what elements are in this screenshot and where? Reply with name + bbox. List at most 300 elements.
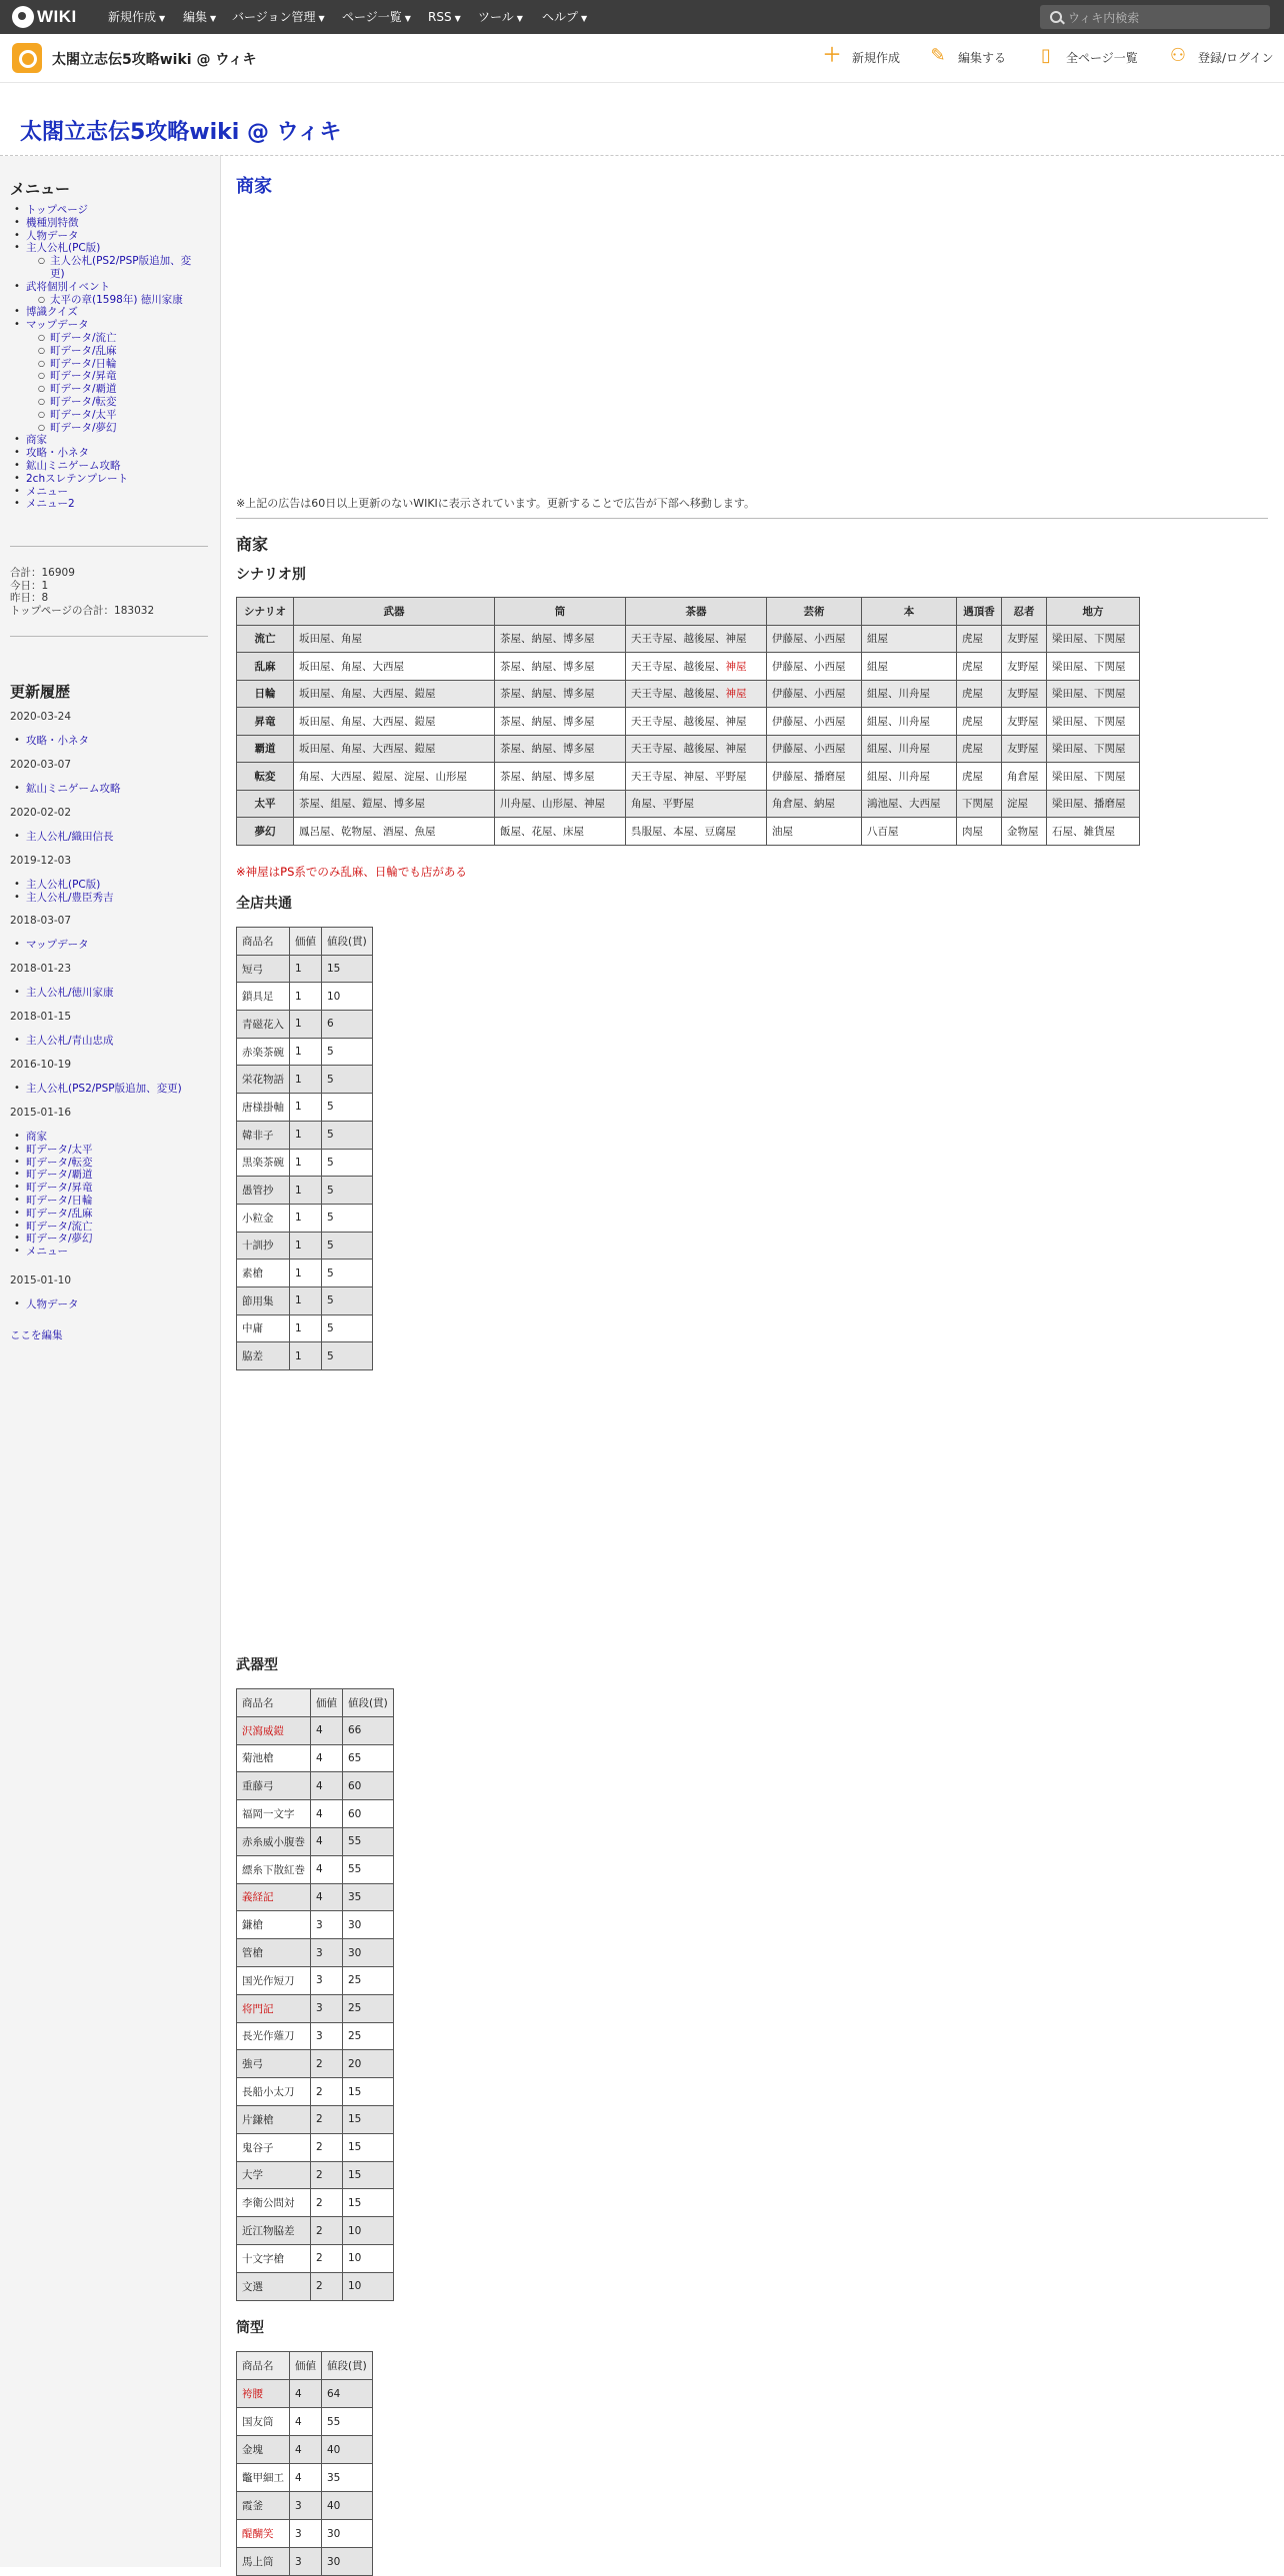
table-cell: 2: [311, 2133, 343, 2161]
table-row: [237, 1177, 373, 1205]
table-cell: 1: [290, 955, 322, 983]
table-cell: 中庸: [237, 1314, 290, 1342]
sidebar-menu-item[interactable]: 更): [50, 267, 65, 280]
site-name[interactable]: 太閤立志伝5攻略wiki @ ウィキ: [52, 52, 257, 68]
table-cell: 1: [290, 1342, 322, 1370]
sidebar-menu-item[interactable]: ○ 町データ/太平: [0, 409, 191, 422]
sidebar-menu-item[interactable]: • マップデータ: [0, 319, 191, 332]
content-divider: [236, 518, 1268, 519]
sidebar-menu-item[interactable]: ○ 町データ/転変: [0, 396, 191, 409]
table-cell: 25: [343, 1966, 394, 1994]
history-item[interactable]: • 主人公札/織田信長: [0, 831, 114, 844]
table-cell: 梁田屋、下関屋: [1047, 653, 1140, 681]
table-row: [237, 1149, 373, 1177]
history-date: 2018-03-07: [10, 915, 72, 927]
table-cell: 35: [343, 1883, 394, 1911]
column-header: 筒: [495, 598, 626, 626]
table-cell: 脇差: [237, 1342, 290, 1370]
table-cell: 天王寺屋、越後屋、神屋: [626, 653, 767, 681]
table-cell: 伊藤屋、播磨屋: [767, 763, 862, 791]
table-cell: 1: [290, 1204, 322, 1232]
table-cell: 3: [311, 1966, 343, 1994]
table-cell: 3: [290, 2520, 322, 2548]
table-row: [237, 2161, 394, 2189]
history-date: 2020-02-02: [10, 807, 72, 819]
table-cell: 10: [343, 2217, 394, 2245]
table-row: [237, 2520, 373, 2548]
table-row: [237, 680, 1140, 708]
caret-down-icon: ▼: [159, 14, 166, 23]
history-date: 2016-10-19: [10, 1059, 72, 1071]
table-cell: 愚管抄: [237, 1177, 290, 1205]
table-cell: 5: [322, 1232, 373, 1260]
history-item[interactable]: • 主人公札/徳川家康: [0, 987, 114, 1000]
table-row: [237, 2050, 394, 2078]
history-item[interactable]: • 攻略・小ネタ: [0, 735, 89, 748]
table-cell: 将門記: [237, 1994, 311, 2022]
table-cell: 2: [311, 2105, 343, 2133]
history-item[interactable]: • 町データ/覇道: [0, 1169, 93, 1182]
table-cell: 転変: [237, 763, 294, 791]
table-row: [237, 1314, 373, 1342]
section-heading: 商家: [236, 535, 269, 554]
table-cell: 30: [343, 1911, 394, 1939]
table-cell: 組屋: [862, 653, 957, 681]
table-cell: 3: [290, 2492, 322, 2520]
history-item[interactable]: • 町データ/転変: [0, 1157, 93, 1170]
caret-down-icon: ▼: [210, 14, 217, 23]
table-cell: 十訓抄: [237, 1232, 290, 1260]
table-cell: 乱麻: [237, 653, 294, 681]
common-heading: 全店共通: [236, 896, 292, 912]
sidebar-menu-item[interactable]: • 主人公札(PC版): [0, 242, 191, 255]
sidebar-menu-item[interactable]: ○ 町データ/夢幻: [0, 422, 191, 435]
table-cell: 伊藤屋、小西屋: [767, 708, 862, 736]
table-cell: 国光作短刀: [237, 1966, 311, 1994]
table-cell: 淀屋: [1002, 790, 1047, 818]
top-navbar: [0, 0, 1284, 34]
table-cell: 茶屋、納屋、博多屋: [495, 625, 626, 653]
history-item[interactable]: • マップデータ: [0, 939, 89, 952]
table-row: [237, 1121, 373, 1149]
table-cell: 3: [311, 1911, 343, 1939]
history-item[interactable]: • 町データ/乱麻: [0, 1208, 93, 1221]
nav-menu-item[interactable]: RSS ▼: [428, 10, 461, 24]
table-cell: 国友筒: [237, 2408, 290, 2436]
table-cell: 金物屋: [1002, 818, 1047, 846]
table-cell: 石屋、雑貨屋: [1047, 818, 1140, 846]
table-cell: 沢瀉威鎧: [237, 1716, 311, 1744]
ad-note: ※上記の広告は60日以上更新のないWIKIに表示されています。更新することで広告が下部へ移動します。: [236, 497, 756, 510]
search-box[interactable]: [1040, 5, 1270, 29]
table-cell: 八百屋: [862, 818, 957, 846]
table-cell: 赤糸威小腹巻: [237, 1827, 311, 1855]
at-logo-icon: [12, 6, 34, 28]
table-cell: 昇竜: [237, 708, 294, 736]
table-cell: 片鎌槍: [237, 2105, 311, 2133]
table-cell: 茶屋、組屋、鎧屋、博多屋: [294, 790, 495, 818]
table-cell: 60: [343, 1772, 394, 1800]
table-cell: 5: [322, 1260, 373, 1288]
weapon-items-table: [236, 1688, 394, 2301]
table-cell: 3: [311, 2022, 343, 2050]
column-header: 商品名: [237, 1689, 311, 1717]
counter-line: 今日：1: [10, 579, 49, 592]
table-row: [237, 2189, 394, 2217]
search-icon: [1050, 11, 1062, 23]
table-cell: 25: [343, 2022, 394, 2050]
history-item[interactable]: • 鉱山ミニゲーム攻略: [0, 783, 121, 796]
menu-heading: メニュー: [10, 180, 71, 198]
history-date: 2019-12-03: [10, 855, 72, 867]
table-row: [237, 1038, 373, 1066]
table-cell: 梁田屋、下関屋: [1047, 708, 1140, 736]
history-item[interactable]: • 主人公札/青山忠成: [0, 1035, 114, 1048]
nav-menu-item[interactable]: ツール ▼: [478, 10, 523, 24]
counter-line: 昨日：8: [10, 592, 49, 604]
history-item[interactable]: • 町データ/夢幻: [0, 1233, 93, 1246]
table-row: [237, 2244, 394, 2272]
nav-menu-item[interactable]: ページ一覧 ▼: [342, 10, 411, 24]
table-cell: 2: [311, 2161, 343, 2189]
table-cell: 組屋、川舟屋: [862, 708, 957, 736]
history-item[interactable]: • 町データ/太平: [0, 1144, 93, 1157]
table-cell: 十文字槍: [237, 2244, 311, 2272]
table-cell: 1: [290, 1149, 322, 1177]
history-list: [0, 735, 89, 748]
table-cell: 伊藤屋、小西屋: [767, 680, 862, 708]
table-cell: 強弓: [237, 2050, 311, 2078]
table-cell: 5: [322, 1149, 373, 1177]
table-cell: 組屋、川舟屋: [862, 680, 957, 708]
table-row: [237, 818, 1140, 846]
table-row: [237, 2492, 373, 2520]
table-cell: 天王寺屋、越後屋、神屋: [626, 708, 767, 736]
table-cell: 虎屋: [957, 735, 1002, 763]
column-header: 価値: [290, 2352, 322, 2380]
table-cell: 義経記: [237, 1883, 311, 1911]
table-row: [237, 983, 373, 1011]
table-cell: 55: [343, 1855, 394, 1883]
tsutsu-heading: 筒型: [236, 2320, 264, 2336]
scenario-heading: シナリオ別: [236, 567, 306, 583]
table-cell: 鼈甲細工: [237, 2464, 290, 2492]
table-row: [237, 2464, 373, 2492]
table-row: [237, 2408, 373, 2436]
edit-button[interactable]: ✎ 編集する: [958, 49, 1006, 66]
table-cell: 鎖具足: [237, 983, 290, 1011]
table-cell: 15: [343, 2161, 394, 2189]
table-cell: 4: [311, 1772, 343, 1800]
history-date: 2015-01-10: [10, 1275, 72, 1287]
table-cell: 5: [322, 1038, 373, 1066]
table-row: [237, 735, 1140, 763]
history-list: [0, 831, 114, 844]
table-row: [237, 1800, 394, 1828]
table-cell: 4: [290, 2380, 322, 2408]
history-list: [0, 783, 121, 796]
table-cell: 組屋: [862, 625, 957, 653]
table-cell: 30: [322, 2548, 373, 2576]
sidebar-menu-item[interactable]: ○ 町データ/乱麻: [0, 345, 191, 358]
table-cell: 25: [343, 1994, 394, 2022]
table-cell: 2: [311, 2217, 343, 2245]
table-cell: 伊藤屋、小西屋: [767, 653, 862, 681]
table-cell: 4: [311, 1855, 343, 1883]
table-cell: 角倉屋: [1002, 763, 1047, 791]
table-cell: 伊藤屋、小西屋: [767, 625, 862, 653]
table-cell: 呉服屋、本屋、豆腐屋: [626, 818, 767, 846]
table-cell: 栄花物語: [237, 1066, 290, 1094]
table-row: [237, 708, 1140, 736]
table-row: [237, 1094, 373, 1122]
sidebar-menu-item[interactable]: • 博識クイズ: [0, 306, 191, 319]
table-cell: 15: [322, 955, 373, 983]
sidebar-menu-item[interactable]: • 機種別特徴: [0, 217, 191, 230]
history-item[interactable]: • 人物データ: [0, 1298, 79, 1311]
scenario-table: [236, 597, 1140, 846]
table-row: [237, 1260, 373, 1288]
history-item[interactable]: • 町データ/昇竜: [0, 1182, 93, 1195]
table-cell: 5: [322, 1342, 373, 1370]
page-title[interactable]: 太閤立志伝5攻略wiki @ ウィキ: [20, 120, 342, 145]
counter-line: 合計：16909: [10, 567, 75, 579]
table-cell: 2: [311, 2244, 343, 2272]
sidebar-menu-item[interactable]: • 2chスレテンプレート: [0, 473, 191, 486]
sidebar-menu-item[interactable]: ○ 町データ/昇竜: [0, 370, 191, 383]
table-cell: 友野屋: [1002, 735, 1047, 763]
table-cell: 坂田屋、角屋、大西屋、鎧屋: [294, 708, 495, 736]
table-header-row: [237, 928, 373, 956]
pencil-icon: ✎: [930, 45, 946, 66]
table-cell: 下関屋: [957, 790, 1002, 818]
sidebar-menu-item[interactable]: • 武将個別イベント: [0, 281, 191, 294]
table-row: [237, 790, 1140, 818]
table-cell: 角屋、平野屋: [626, 790, 767, 818]
table-row: [237, 625, 1140, 653]
table-cell: 文選: [237, 2272, 311, 2300]
history-item[interactable]: • 町データ/流亡: [0, 1221, 93, 1234]
history-list: [0, 987, 114, 1000]
history-date: 2018-01-23: [10, 963, 72, 975]
sidebar-menu-item[interactable]: ○ 町データ/流亡: [0, 332, 191, 345]
table-cell: 5: [322, 1287, 373, 1314]
table-row: [237, 2436, 373, 2464]
table-cell: 素槍: [237, 1260, 290, 1288]
sidebar-menu-item[interactable]: ○ 町データ/日輪: [0, 358, 191, 371]
history-date: 2020-03-24: [10, 711, 72, 723]
table-row: [237, 1883, 394, 1911]
table-cell: 近江物脇差: [237, 2217, 311, 2245]
table-cell: 夢幻: [237, 818, 294, 846]
table-cell: 64: [322, 2380, 373, 2408]
table-cell: 福岡一文字: [237, 1800, 311, 1828]
caret-down-icon: ▼: [404, 14, 411, 23]
table-cell: 55: [343, 1827, 394, 1855]
table-cell: 10: [343, 2244, 394, 2272]
new-page-button[interactable]: ＋ 新規作成: [823, 45, 901, 66]
table-cell: 5: [322, 1314, 373, 1342]
history-list: [0, 1083, 182, 1096]
table-cell: 4: [290, 2408, 322, 2436]
table-cell: 友野屋: [1002, 625, 1047, 653]
table-cell: 梁田屋、下関屋: [1047, 735, 1140, 763]
table-row: [237, 1342, 373, 1370]
table-cell: 鬼谷子: [237, 2133, 311, 2161]
nav-menu-item[interactable]: ヘルプ ▼: [542, 10, 588, 24]
table-row: [237, 763, 1140, 791]
table-cell: 短弓: [237, 955, 290, 983]
table-row: [237, 2105, 394, 2133]
access-counters: [10, 567, 154, 617]
sidebar-menu-item[interactable]: • トップページ: [0, 204, 191, 217]
sidebar-menu-item[interactable]: • 鉱山ミニゲーム攻略: [0, 460, 191, 473]
history-item[interactable]: • 主人公札(PS2/PSP版追加、変更): [0, 1083, 182, 1096]
table-cell: 梁田屋、播磨屋: [1047, 790, 1140, 818]
table-row: [237, 1994, 394, 2022]
table-row: [237, 1232, 373, 1260]
table-cell: 鴻池屋、大西屋: [862, 790, 957, 818]
table-row: [237, 2078, 394, 2106]
sidebar-menu-item[interactable]: • メニュー: [0, 486, 191, 499]
sidebar-menu-item[interactable]: ○ 町データ/覇道: [0, 383, 191, 396]
sidebar-menu-item[interactable]: • 商家: [0, 434, 191, 447]
table-cell: 1: [290, 1038, 322, 1066]
table-cell: 5: [322, 1066, 373, 1094]
history-item[interactable]: • メニュー: [0, 1246, 93, 1259]
table-cell: 5: [322, 1177, 373, 1205]
table-row: [237, 2022, 394, 2050]
sidebar: [0, 156, 221, 2567]
history-heading: 更新履歴: [10, 683, 71, 701]
table-cell: 65: [343, 1744, 394, 1772]
table-cell: 3: [290, 2548, 322, 2576]
table-cell: 菊池槍: [237, 1744, 311, 1772]
site-icon[interactable]: [12, 43, 42, 73]
table-row: [237, 1011, 373, 1039]
table-cell: 醍醐笑: [237, 2520, 290, 2548]
table-cell: 坂田屋、角屋: [294, 625, 495, 653]
table-cell: 5: [322, 1094, 373, 1122]
column-header: 値段(貫): [322, 928, 373, 956]
table-cell: 流亡: [237, 625, 294, 653]
edit-sidebar-link[interactable]: ここを編集: [10, 1329, 63, 1341]
sidebar-menu-item[interactable]: • メニュー2: [0, 498, 191, 511]
table-cell: 鳳呂屋、乾物屋、酒屋、魚屋: [294, 818, 495, 846]
sidebar-menu-item[interactable]: ○ 太平の章(1598年) 徳川家康: [0, 294, 191, 307]
table-cell: 組屋、川舟屋: [862, 763, 957, 791]
column-header: 本: [862, 598, 957, 626]
table-row: [237, 955, 373, 983]
table-row: [237, 2548, 373, 2576]
table-cell: 茶屋、納屋、博多屋: [495, 735, 626, 763]
table-cell: 1: [290, 1121, 322, 1149]
table-row: [237, 1204, 373, 1232]
table-cell: 友野屋: [1002, 708, 1047, 736]
history-date: 2015-01-16: [10, 1107, 72, 1119]
table-cell: 梁田屋、下関屋: [1047, 625, 1140, 653]
table-row: [237, 1744, 394, 1772]
table-row: [237, 1855, 394, 1883]
history-list: [0, 879, 114, 905]
column-header: 価値: [290, 928, 322, 956]
nav-menu-item[interactable]: 編集 ▼: [183, 10, 217, 24]
table-header-row: [237, 1689, 394, 1717]
history-list: [0, 1298, 79, 1311]
table-cell: 伊藤屋、小西屋: [767, 735, 862, 763]
history-item[interactable]: • 主人公札(PC版): [0, 879, 114, 892]
table-row: [237, 1066, 373, 1094]
nav-menu-item[interactable]: 新規作成 ▼: [108, 10, 166, 24]
table-row: [237, 653, 1140, 681]
wiki-logo[interactable]: WIKI: [12, 5, 77, 29]
column-header: 遇頂香: [957, 598, 1002, 626]
all-pages-button[interactable]: ▯ 全ページ一覧: [1066, 49, 1138, 66]
history-list: [0, 1035, 114, 1048]
table-cell: 2: [311, 2272, 343, 2300]
table-cell: 金塊: [237, 2436, 290, 2464]
table-cell: 虎屋: [957, 763, 1002, 791]
history-item[interactable]: • 主人公札/豊臣秀吉: [0, 892, 114, 905]
table-cell: 4: [311, 1716, 343, 1744]
column-header: 武器: [294, 598, 495, 626]
login-button[interactable]: ⚇ 登録/ログイン: [1169, 45, 1274, 66]
table-cell: 5: [322, 1204, 373, 1232]
table-cell: 虎屋: [957, 708, 1002, 736]
history-item[interactable]: • 商家: [0, 1131, 93, 1144]
table-cell: 小粒金: [237, 1204, 290, 1232]
table-cell: 友野屋: [1002, 653, 1047, 681]
table-cell: 日輪: [237, 680, 294, 708]
search-placeholder: ウィキ内検索: [1068, 11, 1140, 25]
table-cell: 2: [311, 2050, 343, 2078]
table-row: [237, 1911, 394, 1939]
table-cell: 馬上筒: [237, 2548, 290, 2576]
table-cell: 1: [290, 1314, 322, 1342]
table-cell: 4: [311, 1883, 343, 1911]
table-row: [237, 1939, 394, 1967]
table-cell: 15: [343, 2105, 394, 2133]
add-user-icon: ⚇: [1169, 45, 1187, 66]
table-cell: 1: [290, 1177, 322, 1205]
table-row: [237, 2133, 394, 2161]
main-heading: 商家: [236, 176, 272, 197]
table-cell: 10: [343, 2272, 394, 2300]
table-cell: 1: [290, 983, 322, 1011]
table-cell: 角倉屋、納屋: [767, 790, 862, 818]
column-header: シナリオ: [237, 598, 294, 626]
table-row: [237, 1716, 394, 1744]
history-item[interactable]: • 町データ/日輪: [0, 1195, 93, 1208]
table-cell: 青磁花入: [237, 1011, 290, 1039]
table-cell: 角屋、大西屋、鎧屋、淀屋、山形屋: [294, 763, 495, 791]
caret-down-icon: ▼: [516, 14, 523, 23]
nav-menu-item[interactable]: バージョン管理 ▼: [232, 10, 325, 24]
column-header: 値段(貫): [322, 2352, 373, 2380]
table-cell: 虎屋: [957, 653, 1002, 681]
column-header: 商品名: [237, 928, 290, 956]
table-cell: 55: [322, 2408, 373, 2436]
sidebar-menu-item[interactable]: • 人物データ: [0, 230, 191, 243]
tsutsu-items-table: [236, 2351, 373, 2576]
sidebar-menu-item[interactable]: ○ 主人公札(PS2/PSP版追加、変: [0, 255, 191, 268]
table-cell: 重藤弓: [237, 1772, 311, 1800]
table-cell: 飯屋、花屋、床屋: [495, 818, 626, 846]
sidebar-menu-item[interactable]: • 攻略・小ネタ: [0, 447, 191, 460]
table-cell: 35: [322, 2464, 373, 2492]
caret-down-icon: ▼: [318, 14, 325, 23]
table-cell: 天王寺屋、越後屋、神屋: [626, 680, 767, 708]
